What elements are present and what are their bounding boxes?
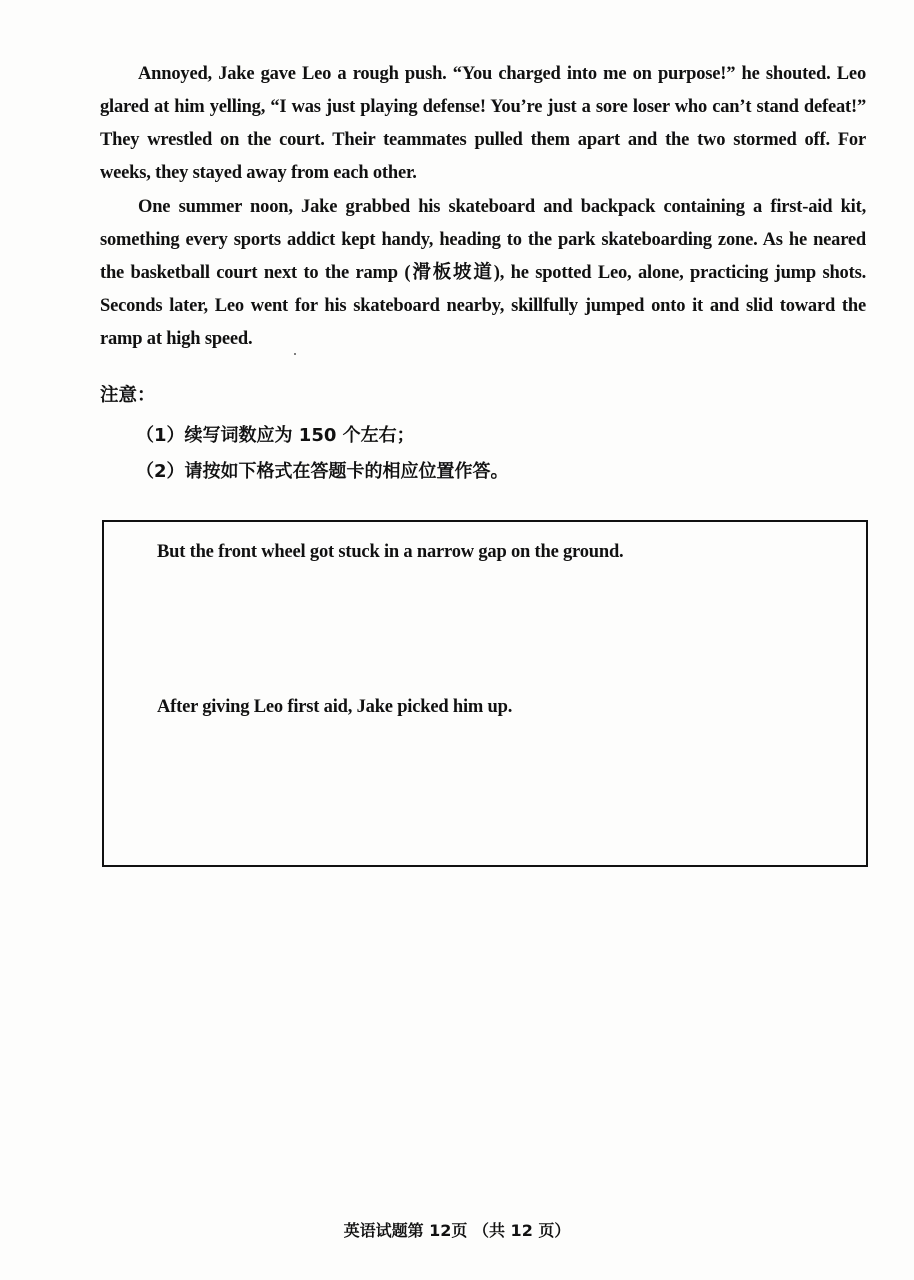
page-footer: 英语试题第 12页 （共 12 页） — [343, 1221, 571, 1240]
note-word-count: （1）续写词数应为 150 个左右； — [136, 425, 415, 446]
passage-paragraph-2: One summer noon, Jake grabbed his skateboard and backpack containing a first-aid kit, something every sports addict kept handy, heading to the park skateboarding zone. As he neared the basketball court next to the ramp (滑板坡道), he spotted Leo, alone, practicing jump shots. Seconds later, Leo went for his skateboard nearby, skillfully jumped onto it and slid toward the ramp at high speed. — [100, 197, 866, 349]
continuation-prompt-1: But the front wheel got stuck in a narrow gap on the ground. — [157, 542, 624, 562]
passage-paragraph-1: Annoyed, Jake gave Leo a rough push. “You charged into me on purpose!” he shouted. Leo glared at him yelling, “I was just playing defense! You’re just a sore loser who can’t stand defeat!” They wrestled on the court. Their teammates pulled them apart and the two stormed off. For weeks, they stayed away from each other. — [100, 64, 866, 183]
answer-format-box — [102, 520, 868, 867]
stray-dot — [294, 353, 296, 355]
notes-title: 注意： — [100, 385, 156, 406]
note-answer-format: （2）请按如下格式在答题卡的相应位置作答。 — [136, 461, 509, 482]
continuation-prompt-2: After giving Leo first aid, Jake picked him up. — [157, 697, 513, 717]
